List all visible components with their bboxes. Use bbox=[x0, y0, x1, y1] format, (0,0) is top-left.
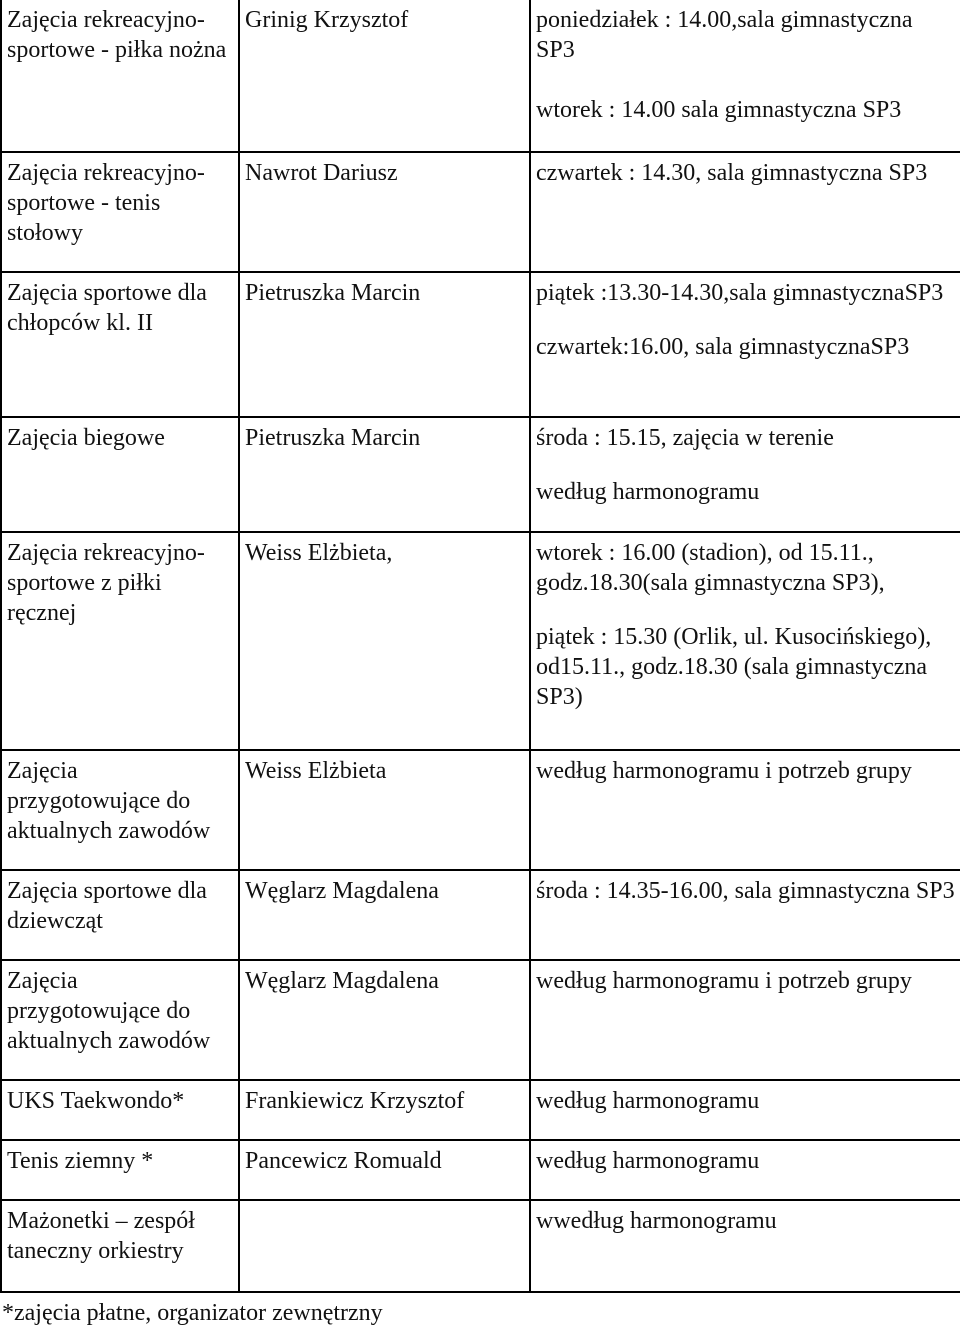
schedule-cell bbox=[530, 0, 960, 152]
schedule-entry: środa : 14.35-16.00, sala gimnastyczna SP3 bbox=[536, 878, 955, 904]
activity-cell bbox=[1, 960, 239, 1080]
teacher-cell bbox=[239, 152, 530, 272]
schedule-entry: wtorek : 16.00 (stadion), od 15.11., godz.18.30(sala gimnastyczna SP3), bbox=[536, 540, 885, 596]
schedule-entry: piątek : 15.30 (Orlik, ul. Kusocińskiego), od15.11., godz.18.30 (sala gimnastyczna SP3) bbox=[536, 624, 932, 710]
schedule-entry: według harmonogramu i potrzeb grupy bbox=[536, 758, 912, 784]
activity-cell bbox=[1, 1140, 239, 1200]
table-row bbox=[1, 1080, 960, 1140]
teacher-name: Pancewicz Romuald bbox=[245, 1148, 442, 1174]
teacher-cell bbox=[239, 1080, 530, 1140]
schedule-entry: według harmonogramu bbox=[536, 1148, 760, 1174]
schedule-entry: wwedług harmonogramu bbox=[536, 1208, 777, 1234]
activity-cell bbox=[1, 0, 239, 152]
table-row bbox=[1, 417, 960, 532]
teacher-name: Nawrot Dariusz bbox=[245, 160, 398, 186]
teacher-name: Pietruszka Marcin bbox=[245, 280, 421, 306]
table-row bbox=[1, 272, 960, 417]
teacher-cell bbox=[239, 960, 530, 1080]
schedule-entry: według harmonogramu i potrzeb grupy bbox=[536, 968, 912, 994]
schedule-cell bbox=[530, 1080, 960, 1140]
teacher-cell bbox=[239, 417, 530, 532]
table-row bbox=[1, 532, 960, 750]
activity-cell bbox=[1, 152, 239, 272]
teacher-name: Weiss Elżbieta, bbox=[245, 540, 393, 566]
activity-name: Zajęcia sportowe dla chłopców kl. II bbox=[7, 280, 207, 336]
activity-cell bbox=[1, 750, 239, 870]
activity-cell bbox=[1, 532, 239, 750]
teacher-name: Grinig Krzysztof bbox=[245, 7, 409, 33]
teacher-name: Pietruszka Marcin bbox=[245, 425, 421, 451]
schedule-cell bbox=[530, 960, 960, 1080]
schedule-cell bbox=[530, 532, 960, 750]
table-row bbox=[1, 870, 960, 960]
teacher-name: Frankiewicz Krzysztof bbox=[245, 1088, 465, 1114]
schedule-entry: środa : 15.15, zajęcia w terenie bbox=[536, 425, 834, 451]
schedule-entry: czwartek : 14.30, sala gimnastyczna SP3 bbox=[536, 160, 928, 186]
table-row bbox=[1, 152, 960, 272]
schedule-entry: wtorek : 14.00 sala gimnastyczna SP3 bbox=[536, 97, 902, 123]
schedule-entry: według harmonogramu bbox=[536, 479, 760, 505]
activity-cell bbox=[1, 1080, 239, 1140]
footnote: *zajęcia płatne, organizator zewnętrzny bbox=[2, 1300, 383, 1326]
schedule-cell bbox=[530, 1200, 960, 1292]
schedule-entry: według harmonogramu bbox=[536, 1088, 760, 1114]
activity-cell bbox=[1, 1200, 239, 1292]
schedule-cell bbox=[530, 1140, 960, 1200]
activity-name: Zajęcia rekreacyjno-sportowe z piłki ręcznej bbox=[7, 540, 205, 626]
teacher-name: Węglarz Magdalena bbox=[245, 968, 439, 994]
teacher-cell bbox=[239, 870, 530, 960]
teacher-cell bbox=[239, 1140, 530, 1200]
schedule-entry: piątek :13.30-14.30,sala gimnastycznaSP3 bbox=[536, 280, 944, 306]
schedule-entry: poniedziałek : 14.00,sala gimnastyczna SP3 bbox=[536, 7, 913, 63]
teacher-name: Weiss Elżbieta bbox=[245, 758, 387, 784]
teacher-cell bbox=[239, 1200, 530, 1292]
teacher-cell bbox=[239, 532, 530, 750]
schedule-cell bbox=[530, 152, 960, 272]
activity-name: Zajęcia sportowe dla dziewcząt bbox=[7, 878, 207, 934]
activity-cell bbox=[1, 417, 239, 532]
teacher-cell bbox=[239, 750, 530, 870]
activity-name: Zajęcia rekreacyjno-sportowe - tenis stołowy bbox=[7, 160, 205, 246]
table-row bbox=[1, 1200, 960, 1292]
schedule-cell bbox=[530, 750, 960, 870]
activity-name: Zajęcia biegowe bbox=[7, 425, 165, 451]
teacher-name: Węglarz Magdalena bbox=[245, 878, 439, 904]
activity-cell bbox=[1, 870, 239, 960]
activity-name: Mażonetki – zespół taneczny orkiestry bbox=[7, 1208, 195, 1264]
schedule-cell bbox=[530, 870, 960, 960]
teacher-cell bbox=[239, 272, 530, 417]
schedule-entry: czwartek:16.00, sala gimnastycznaSP3 bbox=[536, 334, 910, 360]
schedule-cell bbox=[530, 272, 960, 417]
teacher-cell bbox=[239, 0, 530, 152]
activity-name: UKS Taekwondo* bbox=[7, 1088, 185, 1114]
schedule-cell bbox=[530, 417, 960, 532]
table-row bbox=[1, 960, 960, 1080]
table-row bbox=[1, 0, 960, 152]
activity-cell bbox=[1, 272, 239, 417]
activity-name: Zajęcia rekreacyjno-sportowe - piłka nożna bbox=[7, 7, 227, 63]
activity-name: Tenis ziemny * bbox=[7, 1148, 154, 1174]
table-row bbox=[1, 1140, 960, 1200]
activity-name: Zajęcia przygotowujące do aktualnych zawodów bbox=[7, 758, 211, 844]
activity-name: Zajęcia przygotowujące do aktualnych zawodów bbox=[7, 968, 211, 1054]
table-row bbox=[1, 750, 960, 870]
